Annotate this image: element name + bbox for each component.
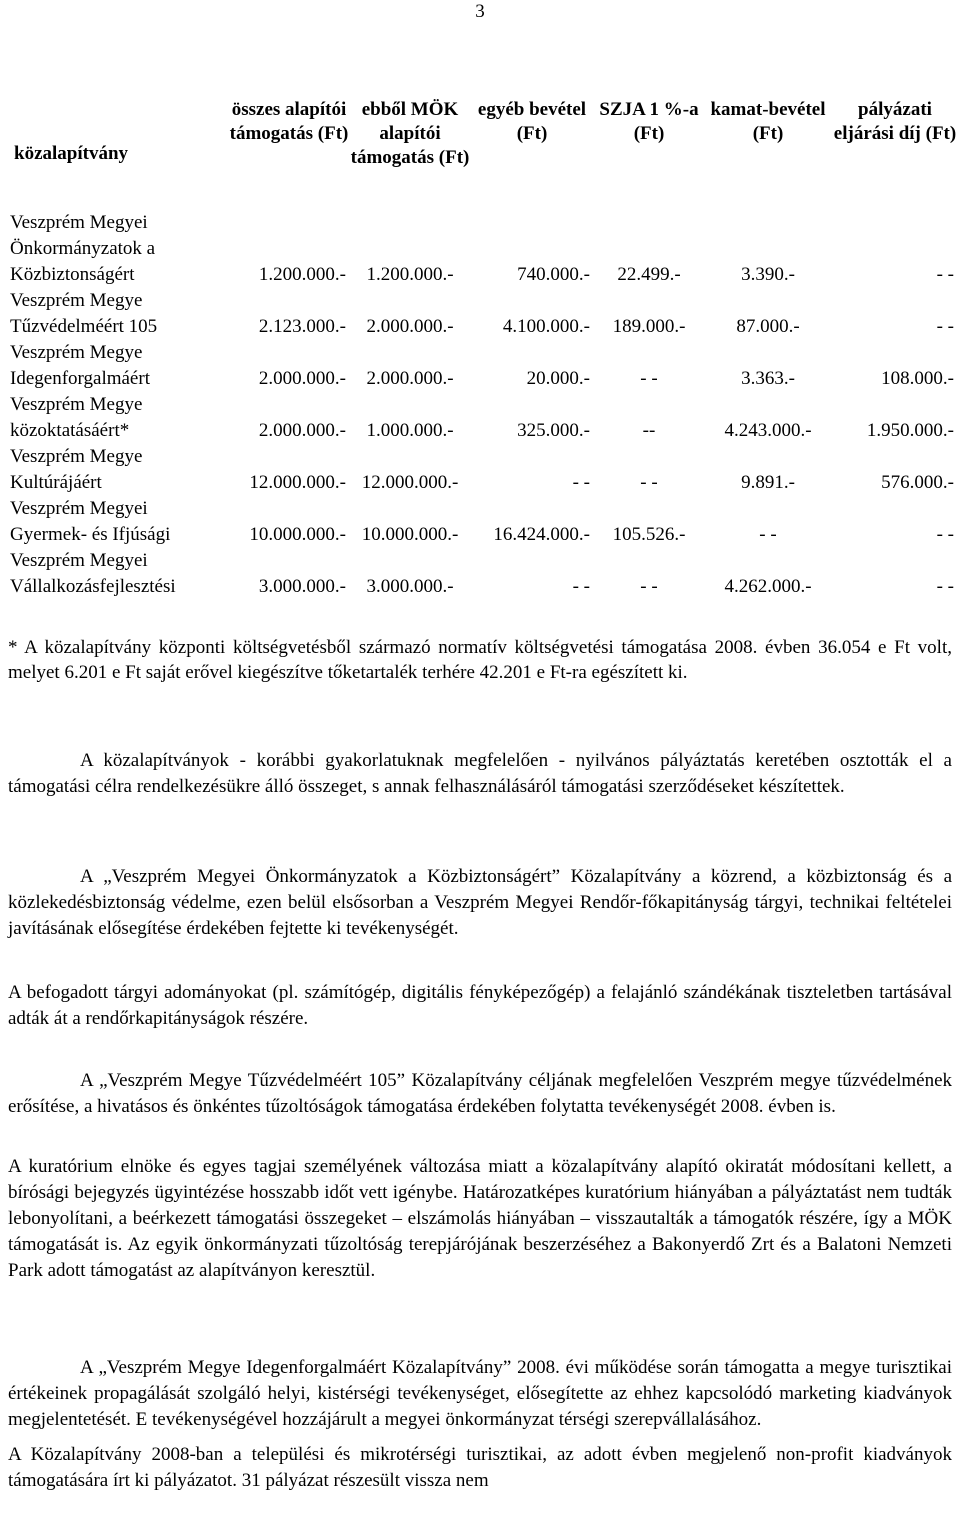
paragraph-intro: A közalapítványok - korábbi gyakorlatuknak megfelelően - nyilvános pályáztatás keretében osztották el a támogatási célra rendelkezésükre álló összeget, s annak felhasználásáról támogatási szerződéseket készítettek. — [8, 750, 952, 797]
amount-cell: 2.123.000.- — [258, 316, 346, 337]
header-interest-income: kamat-bevétel (Ft) — [710, 99, 826, 144]
amount-cell: 105.526.- — [612, 524, 686, 545]
amount-cell: 20.000.- — [526, 368, 590, 389]
amount-cell: 3.000.000.- — [366, 576, 454, 597]
page-number: 3 — [475, 1, 485, 22]
header-total-founder-support: összes alapítói támogatás (Ft) — [229, 99, 349, 144]
table-header-row — [6, 98, 958, 210]
foundation-name-cell: Veszprém Megyei Vállalkozásfejlesztési — [10, 550, 176, 597]
amount-cell: 4.262.000.- — [724, 576, 812, 597]
foundation-name-cell: Veszprém Megye Tűzvédelméért 105 — [10, 290, 158, 337]
amount-cell: 576.000.- — [881, 472, 954, 493]
amount-cell: 16.424.000.- — [493, 524, 590, 545]
foundation-name-cell: Veszprém Megyei Gyermek- és Ifjúsági — [10, 498, 171, 545]
amount-cell: - - — [640, 576, 658, 597]
table-row — [6, 444, 958, 496]
amount-cell: 2.000.000.- — [258, 368, 346, 389]
paragraph-adomanyok: A befogadott tárgyi adományokat (pl. számítógép, digitális fényképezőgép) a felajánló szándékának tiszteletben tartásával adták át a rendőrkapitányságok részére. — [8, 982, 952, 1029]
paragraph-tuzvedelem: A „Veszprém Megye Tűzvédelméért 105” Közalapítvány céljának megfelelően Veszprém megye tűzvédelmének erősítése, a hivatásos és önkéntes tűzoltóságok támogatása érdekében folytatta tevékenységét 2008. évben is. — [8, 1070, 952, 1117]
amount-cell: 3.390.- — [741, 264, 795, 285]
amount-cell: 2.000.000.- — [258, 420, 346, 441]
amount-cell: 12.000.000.- — [249, 472, 346, 493]
amount-cell: - - — [572, 576, 590, 597]
header-other-income: egyéb bevétel (Ft) — [477, 99, 587, 144]
foundation-name-cell: Veszprém Megye Idegenforgalmáért — [10, 342, 150, 389]
amount-cell: - - — [936, 576, 954, 597]
amount-cell: - - — [759, 524, 777, 545]
paragraph-palyazat: A Közalapítvány 2008-ban a települési és mikrotérségi turisztikai, az adott évben megjelenő non-profit kiadványok támogatására írt ki pályázatot. 31 pályázat részesült vissza nem — [8, 1444, 952, 1491]
amount-cell: 189.000.- — [612, 316, 686, 337]
amount-cell: 10.000.000.- — [361, 524, 459, 545]
paragraph-idegenforgalom: A „Veszprém Megye Idegenforgalmáért Közalapítvány” 2008. évi működése során támogatta a megye turisztikai értékeinek propagálását szolgáló helyi, kistérségi tevékenységet, elősegítette az ehhez kapcsolódó marketing kiadványok megjelentetését. E tevékenységével hozzájárult a megyei önkormányzat térségi szerepvállalásához. — [8, 1357, 952, 1430]
amount-cell: 1.950.000.- — [866, 420, 954, 441]
amount-cell: 740.000.- — [517, 264, 590, 285]
amount-cell: - - — [936, 524, 954, 545]
amount-cell: 9.891.- — [741, 472, 795, 493]
amount-cell: - - — [936, 316, 954, 337]
foundation-name-cell: Veszprém Megye közoktatásáért* — [10, 394, 143, 441]
table-body — [6, 210, 958, 600]
amount-cell: - - — [572, 472, 590, 493]
header-szja-1-percent: SZJA 1 %-a (Ft) — [599, 99, 699, 144]
amount-cell: 4.243.000.- — [724, 420, 812, 441]
header-mok-founder-support: ebből MÖK alapítói támogatás (Ft) — [350, 99, 470, 168]
amount-cell: 4.100.000.- — [502, 316, 590, 337]
amount-cell: 12.000.000.- — [361, 472, 459, 493]
amount-cell: 2.000.000.- — [366, 316, 454, 337]
table-row — [6, 548, 958, 600]
amount-cell: 10.000.000.- — [249, 524, 346, 545]
amount-cell: 1.200.000.- — [258, 264, 346, 285]
amount-cell: - - — [640, 368, 658, 389]
foundation-name-cell: Veszprém Megye Kultúrájáért — [10, 446, 143, 493]
amount-cell: 3.000.000.- — [258, 576, 346, 597]
amount-cell: 1.200.000.- — [366, 264, 454, 285]
footnote: * A közalapítvány központi költségvetésből származó normatív költségvetési támogatása 2008. évben 36.054 e Ft volt, melyet 6.201 e Ft saját erővel kiegészítve tőketartalék terhére 42.201 e Ft-ra egészített ki. — [8, 637, 952, 683]
header-foundation: közalapítvány — [14, 143, 129, 164]
amount-cell: - - — [640, 472, 658, 493]
amount-cell: 22.499.- — [617, 264, 681, 285]
foundation-funding-table — [6, 98, 958, 600]
table-row — [6, 288, 958, 340]
amount-cell: 1.000.000.- — [366, 420, 454, 441]
amount-cell: 325.000.- — [517, 420, 590, 441]
amount-cell: 2.000.000.- — [366, 368, 454, 389]
header-application-fee: pályázati eljárási díj (Ft) — [833, 99, 957, 144]
table-row — [6, 392, 958, 444]
table-row — [6, 210, 958, 288]
table-row — [6, 496, 958, 548]
amount-cell: - - — [936, 264, 954, 285]
paragraph-kozbiztonsag: A „Veszprém Megyei Önkormányzatok a Közbiztonságért” Közalapítvány a közrend, a közbiztonság és a közlekedésbiztonság védelme, ezen belül elsősorban a Veszprém Megyei Rendőr-főkapitányság tárgyi, technikai feltételei javításának elősegítése érdekében fejtette ki tevékenységét. — [8, 866, 952, 939]
amount-cell: -- — [642, 420, 656, 441]
amount-cell: 87.000.- — [736, 316, 800, 337]
foundation-name-cell: Veszprém Megyei Önkormányzatok a Közbiztonságért — [10, 212, 156, 285]
amount-cell: 108.000.- — [881, 368, 954, 389]
paragraph-kuratorium: A kuratórium elnöke és egyes tagjai személyének változása miatt a közalapítvány alapító okiratát módosítani kellett, a bírósági bejegyzés ügyintézése hosszabb időt vett igénybe. Határozatképes kuratórium hiányában a pályáztatást nem tudták lebonyolítani, a beérkezett támogatási összegeket – elszámolás hiányában – visszautalták a támogatók részére, így a MÖK támogatását is. Az egyik önkormányzati tűzoltóság terepjárójának beszerzéséhez a Bakonyerdő Zrt és a Balatoni Nemzeti Park adott támogatást az alapítványon keresztül. — [8, 1156, 952, 1281]
amount-cell: 3.363.- — [741, 368, 795, 389]
table-row — [6, 340, 958, 392]
